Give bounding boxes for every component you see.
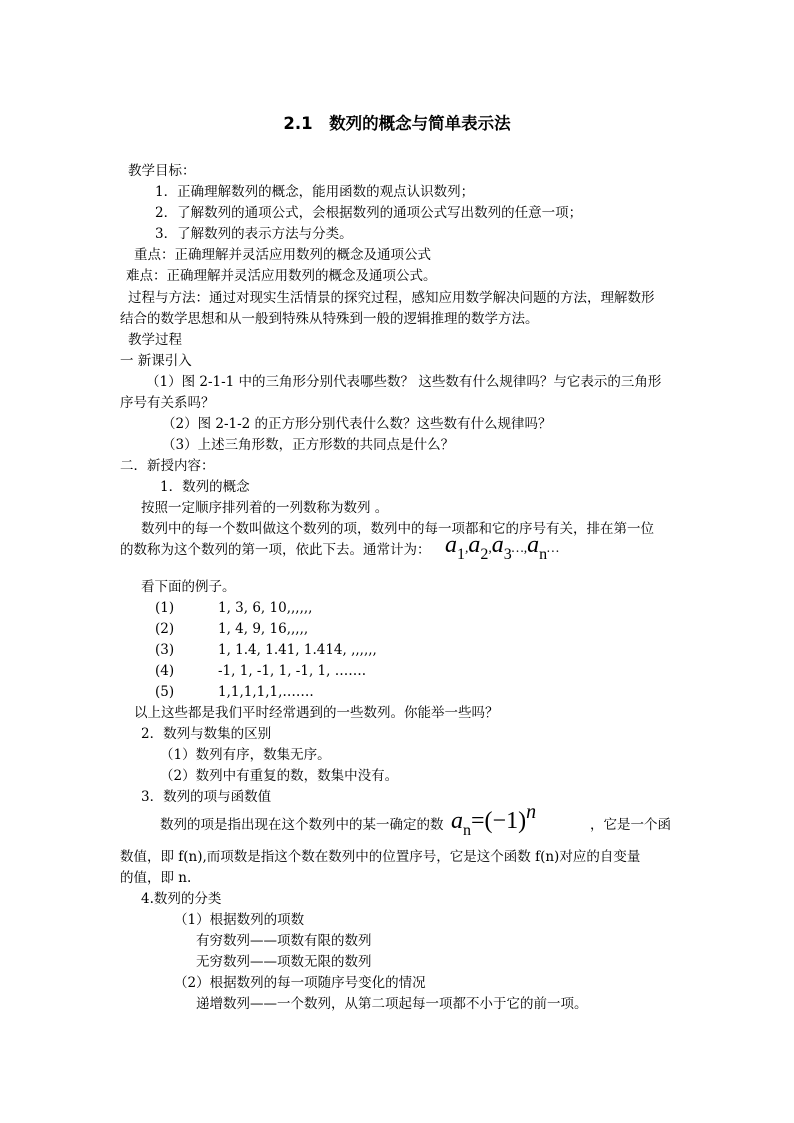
objective-item: 2．了解数列的通项公式，会根据数列的通项公式写出数列的任意一项； [155, 205, 583, 221]
term-function-text: 数值，即 f(n),而项数是指这个数在数列中的位置序号，它是这个函数 f(n)对应的自变量 [120, 849, 641, 865]
term-function-text: 数列的项是指出现在这个数列中的某一确定的数 [160, 817, 444, 833]
term-function-text: 的值，即 n. [120, 870, 192, 886]
example-values: 1,1,1,1,1,……. [218, 684, 314, 700]
definition: 按照一定顺序排列着的一列数称为数列 。 [141, 500, 389, 516]
example-number: (3) [155, 642, 175, 658]
key-point: 重点：正确理解并灵活应用数列的概念及通项公式 [134, 247, 431, 263]
subsection-heading: 1．数列的概念 [160, 479, 250, 495]
question-3: （3）上述三角形数，正方形数的共同点是什么？ [162, 437, 455, 453]
subsection-heading: 2．数列与数集的区别 [141, 726, 272, 742]
examples-intro: 看下面的例子。 [141, 579, 236, 595]
question-1-line: （1）图 2-1-1 中的三角形分别代表哪些数？ 这些数有什么规律吗？与它表示的三角形 [146, 374, 662, 390]
section-heading: 一 新课引入 [120, 353, 192, 369]
sequence-notation: a1,a2,a3…,an… [445, 532, 560, 563]
example-values: 1, 4, 9, 16,,,,, [218, 621, 309, 637]
term-function-text: ，它是一个函 [590, 817, 671, 833]
question-1-line: 序号有关系吗？ [120, 395, 215, 411]
example-values: 1, 3, 6, 10,,,,,, [218, 600, 313, 616]
objectives-heading: 教学目标： [128, 163, 196, 179]
difference-item: （1）数列有序，数集无序。 [160, 747, 331, 763]
example-number: (4) [155, 663, 175, 679]
question-2: （2）图 2-1-2 的正方形分别代表什么数？这些数有什么规律吗？ [162, 416, 552, 432]
classification-item: （1）根据数列的项数 [174, 912, 305, 928]
term-text-line: 数列中的每一个数叫做这个数列的项，数列中的每一项都和它的序号有关，排在第一位 [141, 521, 654, 537]
example-number: (1) [155, 600, 175, 616]
example-values: -1, 1, -1, 1, -1, 1, ……. [218, 663, 367, 679]
process-heading: 教学过程 [128, 332, 182, 348]
classification-item: 递增数列——一个数列，从第二项起每一项都不小于它的前一项。 [196, 996, 588, 1012]
term-text-line: 的数称为这个数列的第一项，依此下去。通常计为： [120, 542, 431, 558]
classification-item: 无穷数列——项数无限的数列 [196, 954, 372, 970]
difficulty: 难点：正确理解并灵活应用数列的概念及通项公式。 [126, 268, 437, 284]
subsection-heading: 4.数列的分类 [141, 891, 222, 907]
difference-item: （2）数列中有重复的数，数集中没有。 [160, 768, 399, 784]
page-title: 2.1 数列的概念与简单表示法 [283, 114, 511, 133]
example-number: (5) [155, 684, 175, 700]
classification-item: 有穷数列——项数有限的数列 [196, 933, 372, 949]
example-number: (2) [155, 621, 175, 637]
objective-item: 1．正确理解数列的概念，能用函数的观点认识数列； [155, 184, 475, 200]
objective-item: 3．了解数列的表示方法与分类。 [155, 226, 353, 242]
process-method-line: 结合的数学思想和从一般到特殊从特殊到一般的逻辑推理的数学方法。 [120, 311, 539, 327]
classification-item: （2）根据数列的每一项随序号变化的情况 [174, 975, 426, 991]
subsection-heading: 3．数列的项与函数值 [141, 789, 272, 805]
example-values: 1, 1.4, 1.41, 1.414, ,,,,,, [218, 642, 377, 658]
term-formula: an=(−1)n [451, 801, 537, 839]
process-method-line: 过程与方法：通过对现实生活情景的探究过程，感知应用数学解决问题的方法，理解数形 [128, 290, 655, 306]
examples-outro: 以上这些都是我们平时经常遇到的一些数列。你能举一些吗？ [134, 705, 499, 721]
section-heading: 二．新授内容： [120, 458, 215, 474]
